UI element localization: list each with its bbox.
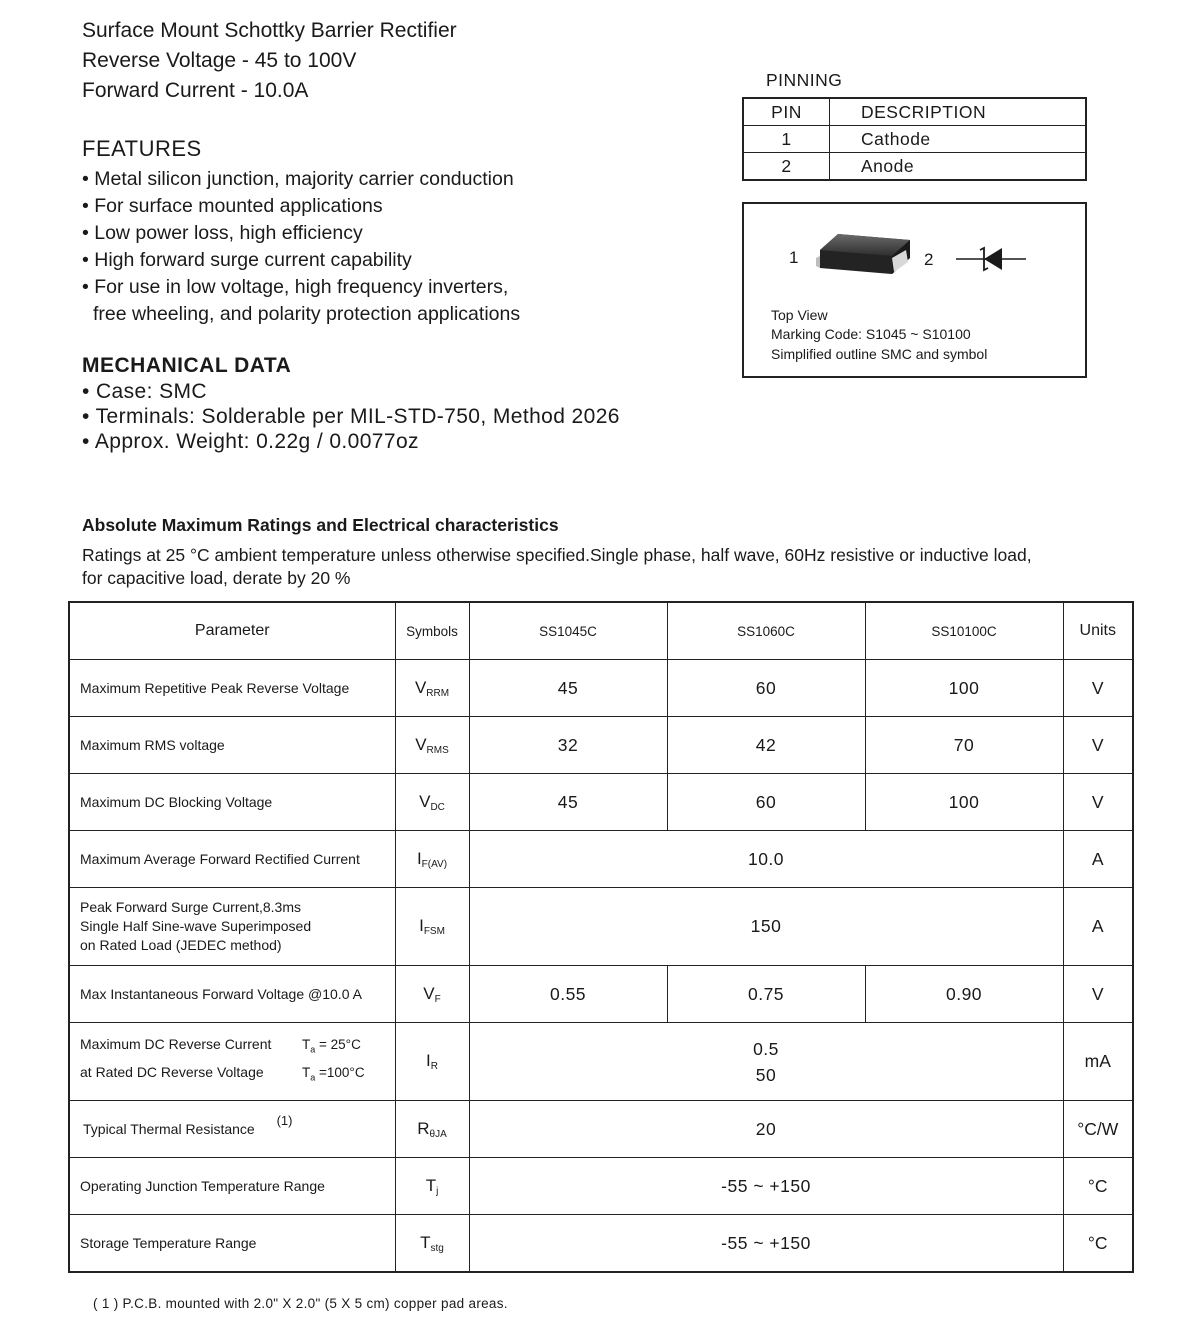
symbol-subscript: θJA xyxy=(429,1128,447,1140)
parameter-cell: Storage Temperature Range xyxy=(69,1215,395,1273)
pinning-table xyxy=(742,97,1087,181)
unit-cell: °C xyxy=(1063,1158,1133,1215)
parameter-line: Peak Forward Surge Current,8.3ms xyxy=(80,899,301,915)
features-list xyxy=(82,166,520,328)
ratings-table xyxy=(68,601,1134,1273)
unit-cell: A xyxy=(1063,831,1133,888)
symbol-subscript: RRM xyxy=(426,687,450,699)
unit-cell: °C/W xyxy=(1063,1101,1133,1158)
column-header-symbols: Symbols xyxy=(395,602,469,660)
table-row xyxy=(69,774,1133,831)
symbol-cell xyxy=(395,1158,469,1215)
symbol-cell xyxy=(395,660,469,717)
features-heading: FEATURES xyxy=(82,136,202,161)
value-cell: 150 xyxy=(469,888,1063,966)
pin-description: Cathode xyxy=(830,126,1087,153)
symbol-subscript: j xyxy=(436,1185,439,1197)
parameter-cell xyxy=(69,1023,395,1101)
parameter-cell: Max Instantaneous Forward Voltage @10.0 A xyxy=(69,966,395,1023)
value-cell: -55 ~ +150 xyxy=(469,1158,1063,1215)
condition-subscript: a xyxy=(310,1045,316,1055)
parameter-text: at Rated DC Reverse Voltage xyxy=(80,1064,264,1080)
unit-cell: V xyxy=(1063,660,1133,717)
symbol-subscript: RMS xyxy=(426,744,449,756)
table-row xyxy=(69,888,1133,966)
symbol-cell xyxy=(395,966,469,1023)
symbol-cell xyxy=(395,831,469,888)
smc-package-icon xyxy=(814,228,914,280)
mechanical-item: • Approx. Weight: 0.22g / 0.0077oz xyxy=(82,430,419,453)
pin-number: 2 xyxy=(743,153,830,181)
parameter-cell xyxy=(69,888,395,966)
value-cell: 10.0 xyxy=(469,831,1063,888)
value-cell: 42 xyxy=(667,717,865,774)
symbol-cell xyxy=(395,774,469,831)
value-cell: 70 xyxy=(865,717,1063,774)
feature-item: • Metal silicon junction, majority carrier conduction xyxy=(82,168,514,190)
parameter-line xyxy=(80,1063,395,1088)
value-cell: 45 xyxy=(469,660,667,717)
diode-symbol-icon xyxy=(954,244,1028,274)
mechanical-item: • Case: SMC xyxy=(82,380,207,403)
parameter-cell xyxy=(69,1101,395,1158)
symbol-letter: I xyxy=(416,848,422,868)
ratings-note-line-2: for capacitive load, derate by 20 % xyxy=(82,568,351,588)
unit-cell: V xyxy=(1063,717,1133,774)
ratings-note-line-1: Ratings at 25 °C ambient temperature unless otherwise specified.Single phase, half wave, 60Hz resistive or inductive load, xyxy=(82,545,1032,565)
symbol-letter: R xyxy=(417,1118,430,1138)
condition-value: = 25°C xyxy=(315,1037,361,1053)
parameter-line xyxy=(80,1035,395,1060)
table-row xyxy=(69,966,1133,1023)
condition-symbol: T xyxy=(302,1037,311,1053)
pin-header: PIN xyxy=(743,98,830,126)
temperature-condition xyxy=(302,1035,392,1060)
unit-cell: V xyxy=(1063,774,1133,831)
table-row xyxy=(69,1023,1133,1101)
package-caption-top-view: Top View xyxy=(771,307,828,323)
value-cell xyxy=(469,1023,1063,1101)
condition-subscript: a xyxy=(310,1072,316,1083)
parameter-cell: Maximum RMS voltage xyxy=(69,717,395,774)
value-cell: 100 xyxy=(865,660,1063,717)
parameter-cell: Maximum Repetitive Peak Reverse Voltage xyxy=(69,660,395,717)
symbol-subscript: F(AV) xyxy=(421,858,448,870)
title-line-3: Forward Current - 10.0A xyxy=(82,79,309,102)
table-row xyxy=(69,831,1133,888)
value-cell: 60 xyxy=(667,660,865,717)
feature-item: • High forward surge current capability xyxy=(82,249,412,271)
symbol-letter: V xyxy=(414,677,427,697)
title-line-1: Surface Mount Schottky Barrier Rectifier xyxy=(82,19,457,42)
symbol-cell xyxy=(395,1101,469,1158)
value-line: 50 xyxy=(755,1064,777,1085)
table-header-row xyxy=(69,602,1133,660)
package-caption-outline: Simplified outline SMC and symbol xyxy=(771,346,988,362)
symbol-letter: V xyxy=(415,734,427,754)
unit-cell: A xyxy=(1063,888,1133,966)
pin-number: 1 xyxy=(743,126,830,153)
value-cell: 0.75 xyxy=(667,966,865,1023)
table-row xyxy=(69,1158,1133,1215)
feature-item: • For use in low voltage, high frequency inverters, xyxy=(82,276,509,298)
ratings-heading: Absolute Maximum Ratings and Electrical characteristics xyxy=(82,515,559,535)
column-header-ss1045c: SS1045C xyxy=(469,602,667,660)
value-cell: 0.90 xyxy=(865,966,1063,1023)
symbol-cell xyxy=(395,717,469,774)
pinning-heading: PINNING xyxy=(766,70,843,90)
value-cell: 60 xyxy=(667,774,865,831)
value-cell: 20 xyxy=(469,1101,1063,1158)
column-header-ss10100c: SS10100C xyxy=(865,602,1063,660)
table-row xyxy=(69,1101,1133,1158)
parameter-line: on Rated Load (JEDEC method) xyxy=(80,937,282,953)
column-header-ss1060c: SS1060C xyxy=(667,602,865,660)
footnote-marker: (1) xyxy=(276,1112,293,1128)
symbol-subscript: F xyxy=(434,993,441,1005)
symbol-subscript: stg xyxy=(430,1242,444,1254)
parameter-cell: Maximum DC Blocking Voltage xyxy=(69,774,395,831)
value-line: 0.5 xyxy=(753,1038,779,1059)
symbol-cell xyxy=(395,1023,469,1101)
feature-item: • For surface mounted applications xyxy=(82,195,383,217)
pinning-row xyxy=(743,126,1086,153)
symbol-letter: I xyxy=(426,1051,431,1070)
package-pin-1-label: 1 xyxy=(789,248,799,267)
unit-cell: mA xyxy=(1063,1023,1133,1101)
pinning-header-row xyxy=(743,98,1086,126)
description-header: DESCRIPTION xyxy=(830,98,1087,126)
pin-description: Anode xyxy=(830,153,1087,181)
symbol-letter: V xyxy=(423,983,435,1003)
symbol-letter: V xyxy=(419,791,431,811)
unit-cell: °C xyxy=(1063,1215,1133,1273)
value-cell: 0.55 xyxy=(469,966,667,1023)
mechanical-item: • Terminals: Solderable per MIL-STD-750, Method 2026 xyxy=(82,405,620,428)
parameter-line: Single Half Sine-wave Superimposed xyxy=(80,918,312,934)
feature-item: • Low power loss, high efficiency xyxy=(82,222,363,244)
symbol-cell xyxy=(395,1215,469,1273)
symbol-letter: I xyxy=(419,916,424,935)
parameter-cell: Operating Junction Temperature Range xyxy=(69,1158,395,1215)
symbol-subscript: FSM xyxy=(423,926,445,937)
title-line-2: Reverse Voltage - 45 to 100V xyxy=(82,49,357,72)
temperature-condition xyxy=(302,1063,392,1088)
ratings-note xyxy=(82,544,1162,590)
condition-value: =100°C xyxy=(315,1065,365,1080)
parameter-text: Maximum DC Reverse Current xyxy=(80,1036,272,1053)
table-row xyxy=(69,717,1133,774)
mechanical-heading: MECHANICAL DATA xyxy=(82,354,292,377)
value-cell: 32 xyxy=(469,717,667,774)
column-header-parameter: Parameter xyxy=(69,602,395,660)
symbol-cell xyxy=(395,888,469,966)
pinning-row xyxy=(743,153,1086,181)
value-cell: 100 xyxy=(865,774,1063,831)
parameter-cell: Maximum Average Forward Rectified Current xyxy=(69,831,395,888)
mechanical-list xyxy=(82,379,620,454)
column-header-units: Units xyxy=(1063,602,1133,660)
value-cell: -55 ~ +150 xyxy=(469,1215,1063,1273)
table-row xyxy=(69,660,1133,717)
table-footnote: ( 1 ) P.C.B. mounted with 2.0" X 2.0" (5 X 5 cm) copper pad areas. xyxy=(93,1296,508,1311)
condition-symbol: T xyxy=(302,1065,311,1080)
symbol-subscript: DC xyxy=(430,801,445,813)
symbol-letter: T xyxy=(425,1175,437,1195)
symbol-letter: T xyxy=(420,1232,431,1252)
package-pin-2-label: 2 xyxy=(924,250,934,269)
package-outline-box xyxy=(742,202,1087,378)
unit-cell: V xyxy=(1063,966,1133,1023)
package-caption-marking-code: Marking Code: S1045 ~ S10100 xyxy=(771,326,971,342)
value-cell: 45 xyxy=(469,774,667,831)
symbol-subscript: R xyxy=(430,1061,438,1072)
table-row xyxy=(69,1215,1133,1273)
parameter-text: Typical Thermal Resistance xyxy=(83,1120,255,1137)
feature-item-continuation: free wheeling, and polarity protection applications xyxy=(93,303,521,325)
